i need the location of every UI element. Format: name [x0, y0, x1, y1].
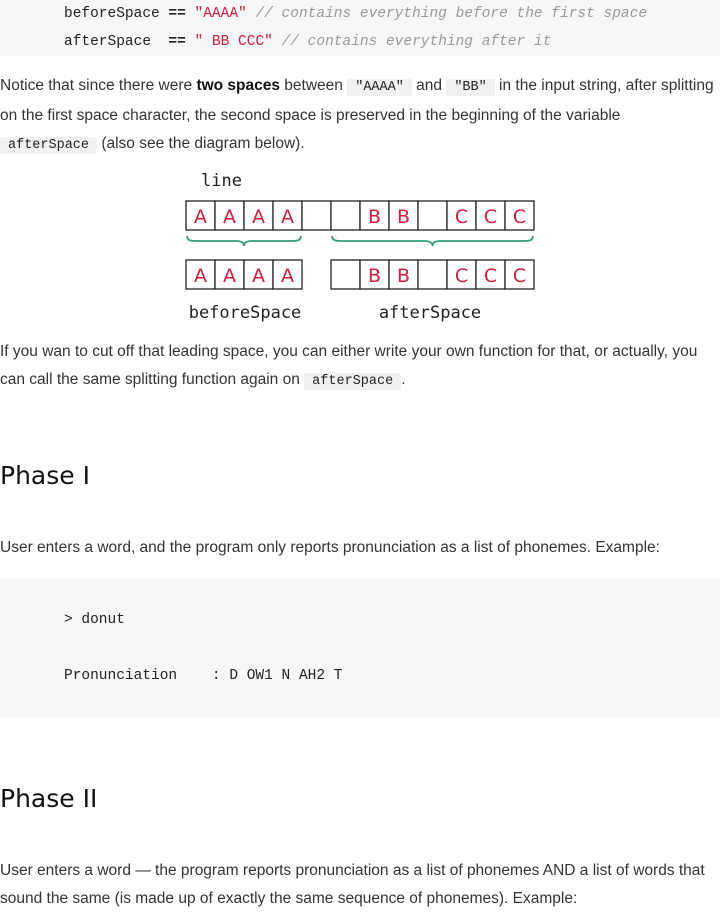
brace-after-space	[332, 236, 533, 246]
diagram-label-line: line	[201, 171, 242, 191]
code-string: "AAAA"	[194, 6, 247, 22]
diagram-cell	[331, 201, 360, 230]
code-operator: ==	[168, 34, 186, 50]
code-line-after-space	[64, 28, 551, 56]
code-block-split-result	[0, 0, 720, 56]
code-comment: // contains everything after it	[281, 34, 552, 50]
diagram-cell-letter: A	[281, 265, 294, 287]
heading-phase-2: Phase II	[0, 784, 98, 813]
diagram-cell-letter: A	[194, 265, 207, 287]
code-operator: ==	[168, 6, 186, 22]
code-line-before-space	[64, 0, 647, 28]
diagram-cell-letter: B	[367, 265, 382, 287]
diagram-braces	[187, 236, 533, 246]
diagram-cell-letter: C	[483, 206, 498, 228]
code-string: " BB CCC"	[194, 34, 273, 50]
diagram-cell-letter: C	[454, 206, 469, 228]
diagram-cell-letter: A	[194, 206, 207, 228]
split-diagram	[180, 164, 550, 324]
diagram-cell	[418, 201, 447, 230]
diagram-cell-letter: C	[454, 265, 469, 287]
diagram-cell-letter: A	[252, 206, 265, 228]
brace-before-space	[187, 236, 301, 246]
diagram-cell	[331, 260, 360, 289]
diagram-cell-letter: A	[223, 206, 236, 228]
diagram-cell-letter: A	[223, 265, 236, 287]
diagram-cell-letter: C	[512, 206, 527, 228]
diagram-cell-letter: C	[512, 265, 527, 287]
inline-code-bb: "BB"	[446, 79, 494, 96]
paragraph-leading-space: If you wan to cut off that leading space, you can either write your own function for that, or actually, you can call the same splitting function again on afterSpace .	[0, 343, 698, 389]
diagram-cell-letter: B	[367, 206, 382, 228]
diagram-cell-letter: B	[396, 206, 411, 228]
diagram-cell-letter: A	[252, 265, 265, 287]
code-var: afterSpace	[64, 34, 152, 50]
diagram-label-before-space: beforeSpace	[188, 303, 302, 323]
paragraph-two-spaces: Notice that since there were two spaces between "AAAA" and "BB" in the input string, after splitting on the first space character, the second space is preserved in the beginning of the variable afterSpace (also see the diagram below).	[0, 77, 714, 153]
diagram-cell-letter: C	[483, 265, 498, 287]
diagram-cell	[418, 260, 447, 289]
bold-two-spaces: two spaces	[196, 77, 280, 94]
paragraph-phase-2: User enters a word — the program reports pronunciation as a list of phonemes AND a list of words that sound the same (is made up of exactly the same sequence of phonemes). Example:	[0, 862, 705, 907]
inline-code-afterspace-2: afterSpace	[304, 373, 401, 390]
diagram-cell	[302, 201, 331, 230]
code-var: beforeSpace	[64, 6, 160, 22]
paragraph-phase-1: User enters a word, and the program only reports pronunciation as a list of phonemes. Example:	[0, 539, 660, 556]
code-line-input: > donut	[64, 612, 125, 628]
code-block-phase-1	[0, 578, 720, 718]
inline-code-aaaa: "AAAA"	[347, 79, 412, 96]
diagram-row-line	[186, 201, 534, 230]
diagram-label-after-space: afterSpace	[378, 303, 482, 323]
diagram-cell-letter: A	[281, 206, 294, 228]
code-line-pronunciation: Pronunciation : D OW1 N AH2 T	[64, 668, 343, 684]
diagram-cell-letter: B	[396, 265, 411, 287]
inline-code-afterspace: afterSpace	[0, 137, 97, 154]
diagram-row-split	[186, 260, 534, 289]
heading-phase-1: Phase I	[0, 461, 90, 490]
code-comment: // contains everything before the first space	[255, 6, 648, 22]
